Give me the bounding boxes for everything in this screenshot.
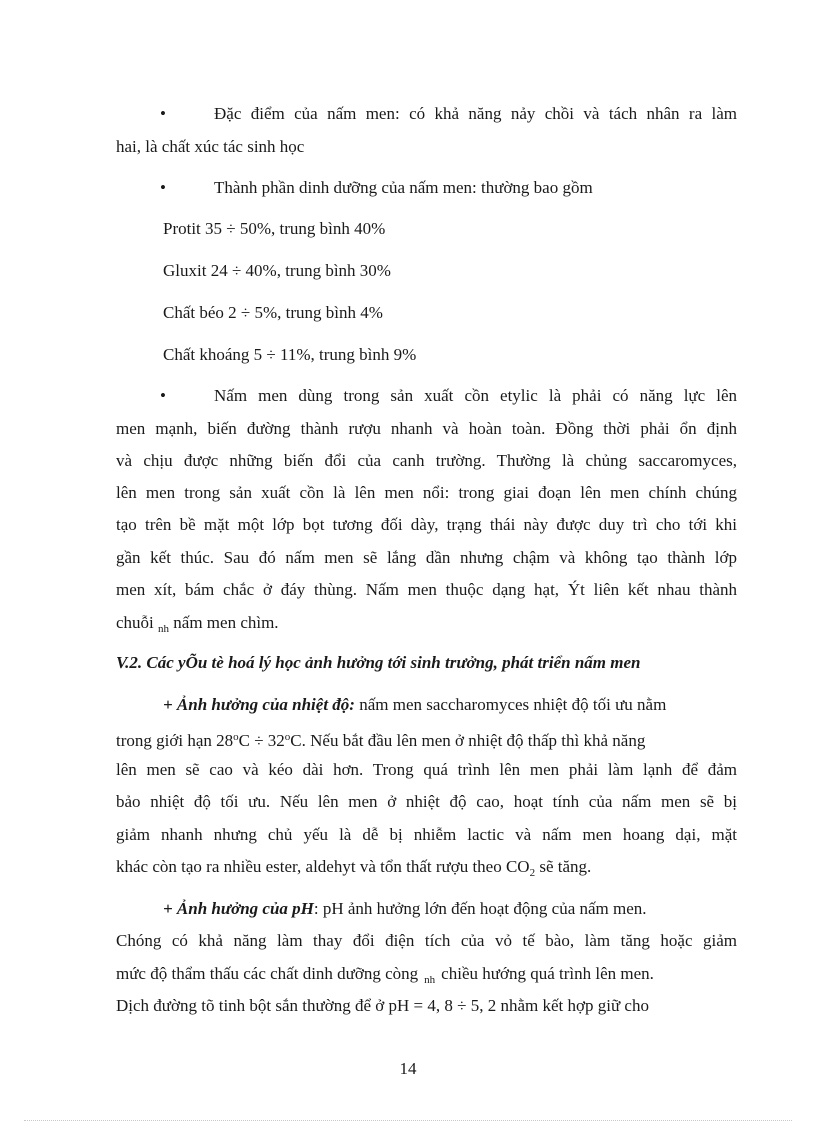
temp-line-2-a: trong giới hạn 28 [116, 731, 234, 750]
p3-line-4: lên men trong sản xuất cồn là lên men nổi: trong giai đoạn lên men chính chúng [116, 483, 737, 502]
ph-line-3-subscript: nh [424, 974, 436, 986]
temp-line-1 [163, 694, 737, 716]
p3-line-3: và chịu được những biến đổi của canh trường. Thường là chủng saccaromyces, [116, 451, 737, 470]
temp-line-5: giảm nhanh nhưng chủ yếu là dễ bị nhiễm lactic và nấm men hoang dại, mặt [116, 825, 737, 844]
section-heading: V.2. Các yÕu tè hoá lý học ảnh hưởng tới sinh trưởng, phát triển nấm men [116, 653, 641, 672]
ph-line-3-c: chiều hướng quá trình lên men. [441, 964, 654, 983]
temp-line-3: lên men sẽ cao và kéo dài hơn. Trong quá trình lên men phải làm lạnh để đảm [116, 760, 737, 779]
temp-line-6-b: sẽ tăng. [535, 857, 592, 876]
ph-line-2: Chóng có khả năng làm thay đổi điện tích của vỏ tế bào, làm tăng hoặc giảm [116, 931, 737, 950]
ph-label: + Ảnh hưởng của pH [163, 899, 314, 918]
p3-line-2: men mạnh, biến đường thành rượu nhanh và hoàn toàn. Đồng thời phải ổn định [116, 419, 737, 438]
degree-mark: o [233, 731, 239, 743]
composition-item: Protit 35 ÷ 50%, trung bình 40% [163, 219, 386, 238]
bullet-marker: • [160, 386, 166, 405]
p3-line-8 [116, 612, 737, 640]
temp-line-2-b: C ÷ 32 [238, 731, 285, 750]
p1-line-1: Đặc điểm của nấm men: có khả năng nảy chồi và tách nhân ra làm [214, 104, 737, 123]
temp-line-2 [116, 726, 737, 752]
temp-line-4: bảo nhiệt độ tối ưu. Nếu lên men ở nhiệt độ cao, hoạt tính của nấm men sẽ bị [116, 792, 737, 811]
composition-item: Gluxit 24 ÷ 40%, trung bình 30% [163, 261, 391, 280]
composition-item: Chất béo 2 ÷ 5%, trung bình 4% [163, 303, 383, 322]
p2-line-1: Thành phần dinh dưỡng của nấm men: thường bao gồm [214, 178, 593, 197]
ph-line-4: Dịch đường tõ tinh bột sắn thường để ở pH = 4, 8 ÷ 5, 2 nhằm kết hợp giữ cho [116, 996, 649, 1015]
ph-line-3-a: mức độ thẩm thấu các chất dinh dưỡng còng [116, 964, 419, 983]
temp-line-2-c: C. Nếu bắt đầu lên men ở nhiệt độ thấp thì khả năng [290, 731, 646, 750]
ph-line-1 [163, 898, 737, 920]
p3-line-8-subscript: nh [158, 623, 170, 635]
page-number: 14 [399, 1059, 417, 1078]
p1-line-2: hai, là chất xúc tác sinh học [116, 137, 305, 156]
co2-subscript: 2 [529, 867, 536, 879]
p3-line-6: gần kết thúc. Sau đó nấm men sẽ lắng dần nhưng chậm và không tạo thành lớp [116, 548, 737, 567]
bullet-marker: • [160, 104, 166, 123]
temp-label: + Ảnh hưởng của nhiệt độ: [163, 695, 355, 714]
degree-mark: o [284, 731, 291, 743]
composition-item: Chất khoáng 5 ÷ 11%, trung bình 9% [163, 345, 417, 364]
temp-line-1-text: nấm men saccharomyces nhiệt độ tối ưu nằm [354, 695, 667, 714]
temp-line-6-a: khác còn tạo ra nhiều ester, aldehyt và tổn thất rượu theo CO [116, 857, 530, 876]
footer-divider [24, 1120, 792, 1121]
p3-line-1: Nấm men dùng trong sản xuất cồn etylic là phải có năng lực lên [214, 386, 737, 405]
temp-line-6 [116, 856, 737, 884]
p3-line-5: tạo trên bề mặt một lớp bọt tương đối dày, trạng thái này được duy trì cho tới khi [116, 515, 737, 534]
bullet-marker: • [160, 178, 166, 197]
ph-line-1-text: : pH ảnh hưởng lớn đến hoạt động của nấm men. [313, 899, 647, 918]
ph-line-3 [116, 963, 737, 991]
p3-line-8-end: nấm men chìm. [173, 613, 279, 632]
p3-line-8-start: chuỗi [116, 613, 154, 632]
p3-line-7: men xít, bám chắc ở đáy thùng. Nấm men thuộc dạng hạt, Ýt liên kết nhau thành [116, 580, 737, 599]
